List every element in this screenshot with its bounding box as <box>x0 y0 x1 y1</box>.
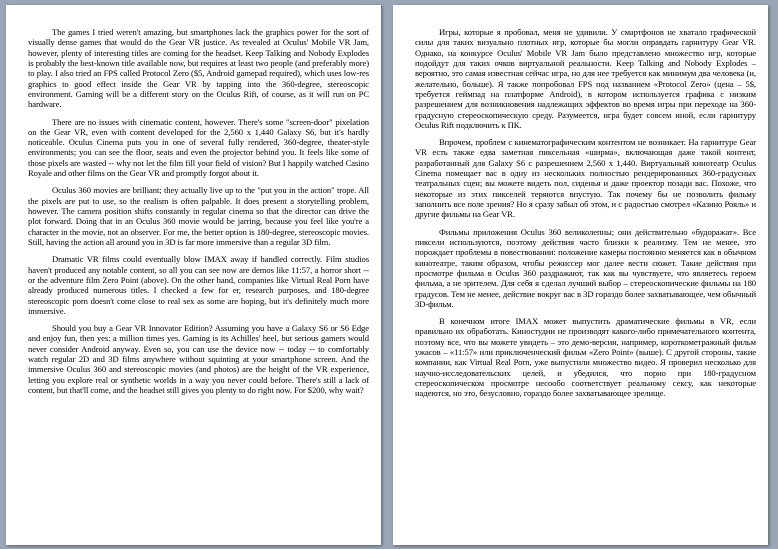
paragraph: В конечном итоге IMAX может выпустить драматические фильмы в VR, если правильно их обработать. Киностудии не производят какого-либо примечательного контента, поэтому все, что вы можете увидеть – это демо-версии, например, короткометражный фильм ужасов – «11:57» или приключенческий фильм «Zero Point» (выше). С другой стороны, такие компании, как Virtual Real Porn, уже выпустили множество видео. Я проверил несколько для научно-исследовательских целей, и убедился, что порно при 180-градусном стереоскопическом просмотре несообо соответствует реальному сексу, как некоторые надеются, но это, безусловно, гораздо более захватывающее зрелище. <box>415 316 756 399</box>
document-page-russian <box>393 5 768 545</box>
paragraph: Игры, которые я пробовал, меня не удивили. У смартфонов не хватало графической силы для таких визуально плотных игр, которые бы могли оправдать гарнитуру Gear VR. Однако, на конкурсе Oculus' Mobile VR Jam было представлено множество игр, которые подойдут для таких очков виртуальной реальности. Keep Talking and Nobody Explodes – вероятно, это самая известная сейчас игра, но для нее требуется как минимум два человека (и, желательно, больше). Я также попробовал FPS под названием «Protocol Zero» (цена – 5$, требуется геймпад на платформе Android), в котором используется графика с низким разрешением для возникновения надлежащих эффектов во время игры при переходе на 360-градусную стереоскопическую среду. Разумеется, игра будет совсем иной, если гарнитуру Oculus Rift подключить к ПК. <box>415 27 756 130</box>
page-content <box>415 27 756 539</box>
paragraph: Oculus 360 movies are brilliant; they actually live up to the "put you in the action" trope. All the pixels are put to use, so the realism is often palpable. It does present a storytelling problem, however. The camera position shifts constantly in regular cinema so that the director can drive the plot forward. Doing that in an Oculus 360 movie would be jarring, because you feel like you're a character in the movie, not an observer. For me, the better option is 180-degree, stereoscopic movies. Still, having the action all around you in 3D is far more immersive than a regular 3D film. <box>28 185 369 247</box>
paragraph: Should you buy a Gear VR Innovator Edition? Assuming you have a Galaxy S6 or S6 Edge and enjoy fun, then yes: a million times yes. Gaming is its Achilles' heel, but serious gamers would never consider Android anyway. Even so, you can use the device now -- today -- to comfortably watch regular 2D and 3D films anywhere without squinting at your smartphone screen. And the immersive Oculus 360 and stereoscopic movies (and photos) are the height of the VR experience, letting you explore real or synthetic worlds in a way you never could before. There's still a lack of content, but that'll come, and the headset still gives you plenty to do right now. For $200, why wait? <box>28 323 369 395</box>
document-page-english <box>6 5 381 545</box>
paragraph: Впрочем, проблем с кинематографическим контентом не возникает. На гарнитуре Gear VR есть также едва заметная пиксельная «ширма», включающая даже такой контент, разработанный для Galaxy S6 с разрешением 2,560 x 1,440. Виртуальный кинотеатр Oculus Cinema помещает вас в одну из нескольких полностью рендерированных 360-градусных театральных сцен; вы можете видеть пол, сиденья и даже проектор позади вас. Похоже, что некоторые из этих пикселей теряются впустую. Так почему бы не позволить фильму заполнить все поле зрения? Но я сразу забыл об этом, и с радостью смотрел «Казино Рояль» и другие фильмы на Gear VR. <box>415 137 756 220</box>
page-content <box>28 27 369 539</box>
paragraph: There are no issues with cinematic content, however. There's some "screen-door" pixelation on the Gear VR, even with content developed for the 2,560 x 1,440 Galaxy S6, but it's hardly noticeable. Oculus Cinema puts you in one of several fully rendered, 360-degree, theater-style environments; you can see the floor, seats and even the projector behind you. It feels like some of those pixels are wasted -- why not let the film fill your field of vision? But I happily watched Casino Royale and other films on the Gear VR and promptly forgot about it. <box>28 116 369 179</box>
paragraph: Dramatic VR films could eventually blow IMAX away if handled correctly. Film studios haven't produced any notable content, so all you can see now are demos like 11:57, a horror short -- or the adventure film Zero Point (above). On the other hand, companies like Virtual Real Porn have already produced numerous titles. I checked a few for er, research purposes, and 180-degree stereoscopic porn doesn't come close to real sex as some are hoping, but it's definitely much more immersive. <box>28 254 369 316</box>
paragraph: The games I tried weren't amazing, but smartphones lack the graphics power for the sort of visually dense games that would do the Gear VR justice. As revealed at Oculus' Mobile VR Jam, however, plenty of interesting titles are coming for the headset. Keep Talking and Nobody Explodes is probably the best-known title available now, but requires at least two people (and preferably more) to play. I also tried an FPS called Protocol Zero ($5, Android gamepad required), which uses low-res graphics to good effect inside the Gear VR by tapping into the 360-degree, stereoscopic environment. Gaming will be a different story on the Oculus Rift, of course, as it will run on PC hardware. <box>28 27 369 110</box>
paragraph: Фильмы приложения Oculus 360 великолепны; они действительно «будоражат». Все пиксели используются, поэтому действия часто близки к реализму. Тем не менее, это порождает проблемы в повествовании: положение камеры постоянно меняется как в обычном кинотеатре, таким образом, чтобы режиссер мог далее вести сюжет. Такие действия при просмотре фильма в Oculus 360 раздражают, так как вы чувствуете, что являетесь героем фильма, а не зрителем. Для себя я сделал лучший выбор – стереоскопические фильмы на 180 градусов. Тем не менее, действие вокруг вас в 3D гораздо более захватывающее, чем обычный 3D-фильм. <box>415 226 756 309</box>
